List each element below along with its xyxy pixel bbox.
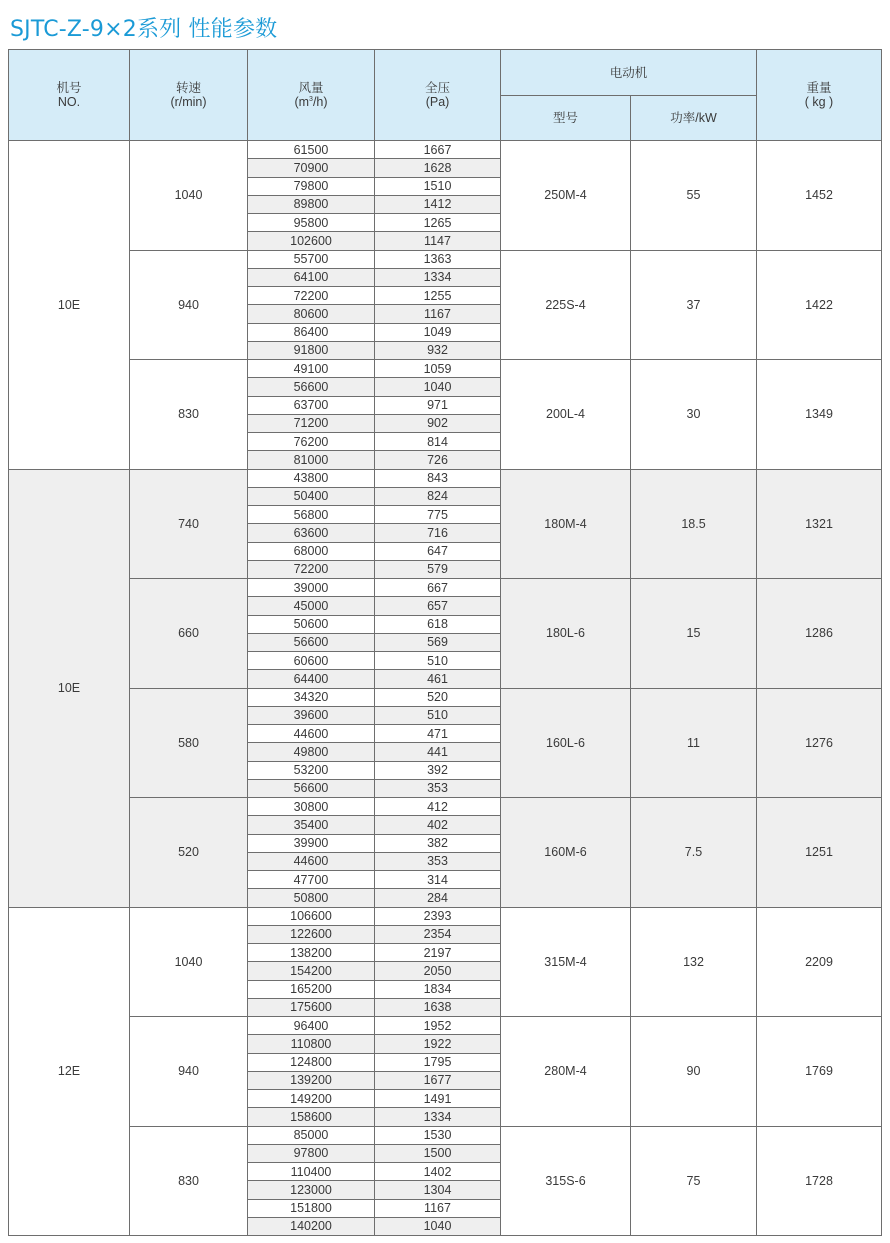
motor-type-cell: 280M-4 <box>500 1016 631 1127</box>
motor-type-cell: 250M-4 <box>500 140 631 251</box>
header-airflow-cn: 风量 <box>298 81 324 95</box>
header-speed <box>129 49 248 141</box>
pressure-cell: 402 <box>374 815 501 834</box>
airflow-cell: 89800 <box>247 195 375 214</box>
airflow-cell: 97800 <box>247 1144 375 1163</box>
weight-cell: 1728 <box>756 1126 882 1237</box>
header-motor-power: 功率/kW <box>630 95 757 141</box>
airflow-cell: 61500 <box>247 140 375 159</box>
airflow-cell: 63700 <box>247 396 375 415</box>
pressure-cell: 667 <box>374 578 501 597</box>
pressure-cell: 932 <box>374 341 501 360</box>
pressure-cell: 1040 <box>374 1217 501 1236</box>
pressure-cell: 353 <box>374 852 501 871</box>
pressure-cell: 2393 <box>374 907 501 926</box>
motor-power-cell: 11 <box>630 688 757 799</box>
header-model-no-cn: 机号 <box>56 81 82 95</box>
airflow-cell: 35400 <box>247 815 375 834</box>
airflow-cell: 72200 <box>247 560 375 579</box>
airflow-cell: 85000 <box>247 1126 375 1145</box>
airflow-cell: 165200 <box>247 980 375 999</box>
pressure-cell: 461 <box>374 669 501 688</box>
pressure-cell: 520 <box>374 688 501 707</box>
pressure-cell: 1638 <box>374 998 501 1017</box>
airflow-cell: 139200 <box>247 1071 375 1090</box>
model-no-cell: 10E <box>8 140 130 470</box>
page-title: SJTC-Z-9×2系列 性能参数 <box>10 17 278 42</box>
airflow-cell: 76200 <box>247 432 375 451</box>
pressure-cell: 1265 <box>374 213 501 232</box>
airflow-cell: 56600 <box>247 779 375 798</box>
pressure-cell: 1530 <box>374 1126 501 1145</box>
airflow-cell: 86400 <box>247 323 375 342</box>
airflow-cell: 39600 <box>247 706 375 725</box>
pressure-cell: 284 <box>374 888 501 907</box>
speed-cell: 660 <box>129 578 248 689</box>
motor-power-cell: 90 <box>630 1016 757 1127</box>
airflow-cell: 64100 <box>247 268 375 287</box>
airflow-cell: 81000 <box>247 450 375 469</box>
pressure-cell: 971 <box>374 396 501 415</box>
motor-type-cell: 160L-6 <box>500 688 631 799</box>
pressure-cell: 392 <box>374 761 501 780</box>
speed-cell: 520 <box>129 797 248 908</box>
airflow-cell: 49800 <box>247 742 375 761</box>
pressure-cell: 441 <box>374 742 501 761</box>
airflow-cell: 106600 <box>247 907 375 926</box>
motor-type-cell: 315S-6 <box>500 1126 631 1237</box>
motor-power-cell: 55 <box>630 140 757 251</box>
airflow-cell: 34320 <box>247 688 375 707</box>
airflow-cell: 55700 <box>247 250 375 269</box>
pressure-cell: 843 <box>374 469 501 488</box>
model-no-cell: 12E <box>8 907 130 1237</box>
airflow-cell: 50600 <box>247 615 375 634</box>
speed-cell: 1040 <box>129 140 248 251</box>
airflow-cell: 50800 <box>247 888 375 907</box>
airflow-cell: 122600 <box>247 925 375 944</box>
speed-cell: 580 <box>129 688 248 799</box>
airflow-cell: 151800 <box>247 1199 375 1218</box>
pressure-cell: 382 <box>374 834 501 853</box>
airflow-cell: 123000 <box>247 1180 375 1199</box>
pressure-cell: 579 <box>374 560 501 579</box>
header-speed-unit: (r/min) <box>170 95 207 109</box>
motor-type-cell: 315M-4 <box>500 907 631 1018</box>
airflow-cell: 140200 <box>247 1217 375 1236</box>
motor-power-cell: 75 <box>630 1126 757 1237</box>
pressure-cell: 1922 <box>374 1034 501 1053</box>
speed-cell: 740 <box>129 469 248 580</box>
header-weight-unit: ( kg ) <box>804 95 834 109</box>
airflow-cell: 149200 <box>247 1089 375 1108</box>
motor-power-cell: 30 <box>630 359 757 470</box>
pressure-cell: 814 <box>374 432 501 451</box>
pressure-cell: 471 <box>374 724 501 743</box>
airflow-cell: 44600 <box>247 724 375 743</box>
airflow-cell: 60600 <box>247 651 375 670</box>
airflow-cell: 43800 <box>247 469 375 488</box>
motor-power-cell: 7.5 <box>630 797 757 908</box>
pressure-cell: 1510 <box>374 177 501 196</box>
pressure-cell: 1667 <box>374 140 501 159</box>
airflow-cell: 45000 <box>247 596 375 615</box>
pressure-cell: 1040 <box>374 377 501 396</box>
pressure-cell: 1049 <box>374 323 501 342</box>
pressure-cell: 1952 <box>374 1016 501 1035</box>
header-speed-cn: 转速 <box>175 81 201 95</box>
header-motor-type: 型号 <box>500 95 631 141</box>
airflow-cell: 56800 <box>247 505 375 524</box>
airflow-cell: 68000 <box>247 542 375 561</box>
pressure-cell: 657 <box>374 596 501 615</box>
weight-cell: 1452 <box>756 140 882 251</box>
pressure-cell: 1412 <box>374 195 501 214</box>
pressure-cell: 647 <box>374 542 501 561</box>
pressure-cell: 1147 <box>374 231 501 250</box>
motor-type-cell: 200L-4 <box>500 359 631 470</box>
pressure-cell: 1500 <box>374 1144 501 1163</box>
weight-cell: 1769 <box>756 1016 882 1127</box>
header-pressure <box>374 49 501 141</box>
pressure-cell: 1628 <box>374 158 501 177</box>
pressure-cell: 510 <box>374 706 501 725</box>
model-no-cell: 10E <box>8 469 130 908</box>
header-model-no <box>8 49 130 141</box>
pressure-cell: 1304 <box>374 1180 501 1199</box>
pressure-cell: 2050 <box>374 961 501 980</box>
pressure-cell: 2354 <box>374 925 501 944</box>
pressure-cell: 510 <box>374 651 501 670</box>
airflow-cell: 138200 <box>247 943 375 962</box>
airflow-cell: 110400 <box>247 1162 375 1181</box>
pressure-cell: 1334 <box>374 268 501 287</box>
airflow-cell: 64400 <box>247 669 375 688</box>
header-pressure-unit: (Pa) <box>425 95 450 109</box>
motor-power-cell: 132 <box>630 907 757 1018</box>
airflow-cell: 91800 <box>247 341 375 360</box>
airflow-cell: 154200 <box>247 961 375 980</box>
pressure-cell: 716 <box>374 523 501 542</box>
motor-type-cell: 180M-4 <box>500 469 631 580</box>
speed-cell: 830 <box>129 1126 248 1237</box>
pressure-cell: 1402 <box>374 1162 501 1181</box>
airflow-cell: 110800 <box>247 1034 375 1053</box>
speed-cell: 1040 <box>129 907 248 1018</box>
pressure-cell: 618 <box>374 615 501 634</box>
pressure-cell: 1167 <box>374 304 501 323</box>
weight-cell: 1286 <box>756 578 882 689</box>
weight-cell: 2209 <box>756 907 882 1018</box>
weight-cell: 1422 <box>756 250 882 361</box>
pressure-cell: 353 <box>374 779 501 798</box>
airflow-cell: 72200 <box>247 286 375 305</box>
motor-power-cell: 18.5 <box>630 469 757 580</box>
airflow-cell: 30800 <box>247 797 375 816</box>
motor-type-cell: 225S-4 <box>500 250 631 361</box>
airflow-cell: 47700 <box>247 870 375 889</box>
pressure-cell: 824 <box>374 487 501 506</box>
airflow-cell: 56600 <box>247 377 375 396</box>
motor-type-cell: 160M-6 <box>500 797 631 908</box>
pressure-cell: 1334 <box>374 1107 501 1126</box>
motor-type-cell: 180L-6 <box>500 578 631 689</box>
header-airflow <box>247 49 375 141</box>
pressure-cell: 569 <box>374 633 501 652</box>
airflow-cell: 95800 <box>247 213 375 232</box>
motor-power-cell: 15 <box>630 578 757 689</box>
airflow-cell: 158600 <box>247 1107 375 1126</box>
airflow-cell: 70900 <box>247 158 375 177</box>
airflow-cell: 175600 <box>247 998 375 1017</box>
pressure-cell: 412 <box>374 797 501 816</box>
pressure-cell: 314 <box>374 870 501 889</box>
pressure-cell: 1255 <box>374 286 501 305</box>
pressure-cell: 1834 <box>374 980 501 999</box>
weight-cell: 1276 <box>756 688 882 799</box>
pressure-cell: 1059 <box>374 359 501 378</box>
airflow-cell: 79800 <box>247 177 375 196</box>
header-weight-cn: 重量 <box>806 81 832 95</box>
motor-power-cell: 37 <box>630 250 757 361</box>
weight-cell: 1251 <box>756 797 882 908</box>
airflow-cell: 49100 <box>247 359 375 378</box>
weight-cell: 1321 <box>756 469 882 580</box>
airflow-cell: 44600 <box>247 852 375 871</box>
airflow-cell: 39900 <box>247 834 375 853</box>
airflow-cell: 63600 <box>247 523 375 542</box>
pressure-cell: 1677 <box>374 1071 501 1090</box>
airflow-cell: 96400 <box>247 1016 375 1035</box>
airflow-cell: 71200 <box>247 414 375 433</box>
airflow-cell: 39000 <box>247 578 375 597</box>
header-motor: 电动机 <box>500 49 757 96</box>
header-airflow-unit: $(m^3/h)$ <box>294 95 328 109</box>
speed-cell: 940 <box>129 1016 248 1127</box>
speed-cell: 940 <box>129 250 248 361</box>
pressure-cell: 902 <box>374 414 501 433</box>
pressure-cell: 775 <box>374 505 501 524</box>
header-model-no-en: NO. <box>57 95 81 109</box>
pressure-cell: 1167 <box>374 1199 501 1218</box>
airflow-cell: 80600 <box>247 304 375 323</box>
pressure-cell: 1491 <box>374 1089 501 1108</box>
header-pressure-cn: 全压 <box>424 81 450 95</box>
airflow-cell: 102600 <box>247 231 375 250</box>
airflow-cell: 50400 <box>247 487 375 506</box>
pressure-cell: 726 <box>374 450 501 469</box>
airflow-cell: 56600 <box>247 633 375 652</box>
pressure-cell: 2197 <box>374 943 501 962</box>
pressure-cell: 1363 <box>374 250 501 269</box>
pressure-cell: 1795 <box>374 1053 501 1072</box>
weight-cell: 1349 <box>756 359 882 470</box>
airflow-cell: 124800 <box>247 1053 375 1072</box>
speed-cell: 830 <box>129 359 248 470</box>
header-weight <box>756 49 882 141</box>
airflow-cell: 53200 <box>247 761 375 780</box>
